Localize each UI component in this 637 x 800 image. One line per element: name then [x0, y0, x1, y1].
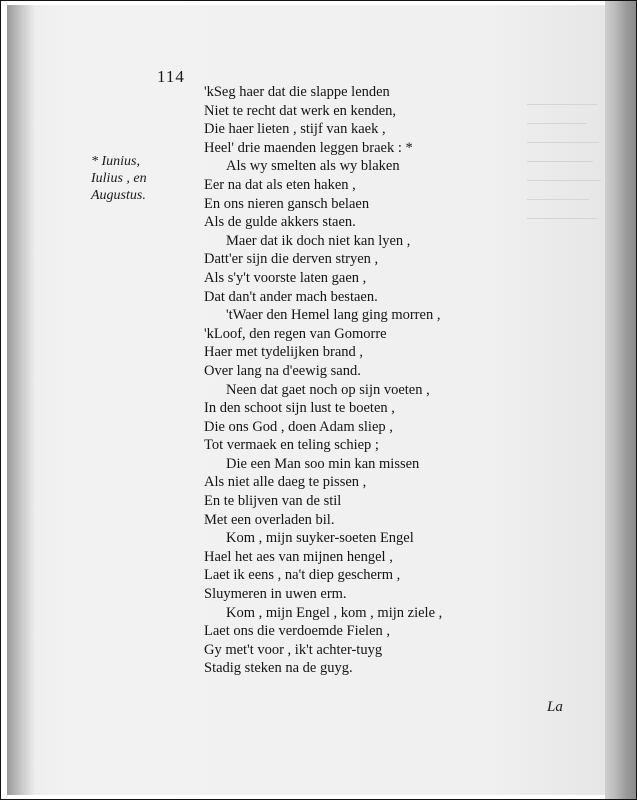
- poem-line: Als niet alle daeg te pissen ,: [204, 474, 367, 491]
- poem-line: Eer na dat als eten haken ,: [204, 176, 356, 193]
- poem-line: Als s'y't voorste laten gaen ,: [204, 269, 367, 286]
- poem-line: Die een Man soo min kan missen: [226, 455, 420, 472]
- poem-line: En ons nieren gansch belaen: [204, 195, 370, 212]
- poem-line: Niet te recht dat werk en kenden,: [204, 102, 397, 119]
- poem-line: Datt'er sijn die derven stryen ,: [204, 251, 379, 268]
- poem-line: 'kLoof, den regen van Gomorre: [204, 325, 387, 342]
- poem-line: Maer dat ik doch niet kan lyen ,: [226, 232, 411, 249]
- poem-line: Heel' drie maenden leggen braek : *: [204, 139, 413, 156]
- poem-line: Haer met tydelijken brand ,: [204, 344, 364, 361]
- poem-line: Die haer lieten , stijf van kaek ,: [204, 121, 386, 138]
- poem-line: Gy met't voor , ik't achter-tuyg: [204, 641, 383, 658]
- poem-line: Neen dat gaet noch op sijn voeten ,: [226, 381, 430, 398]
- poem-line: 'kSeg haer dat die slappe lenden: [204, 84, 390, 100]
- poem-line: Als de gulde akkers staen.: [204, 214, 356, 231]
- book-page: [7, 5, 607, 795]
- poem-line: Als wy smelten als wy blaken: [226, 158, 400, 175]
- margin-note-line: * Iunius,: [91, 154, 140, 169]
- poem-line: Kom , mijn Engel , kom , mijn ziele ,: [226, 604, 443, 621]
- margin-note-line: Iulius , en: [91, 171, 147, 186]
- page-edge-shadow: [605, 1, 636, 800]
- catchword: La: [547, 699, 563, 715]
- poem-line: Laet ons die verdoemde Fielen ,: [204, 623, 391, 640]
- show-through-texture: [527, 95, 607, 219]
- poem-line: Over lang na d'eewig sand.: [204, 362, 361, 379]
- poem-line: Die ons God , doen Adam sliep ,: [204, 418, 393, 435]
- poem-line: Stadig steken na de guyg.: [204, 660, 353, 677]
- poem-line: 'tWaer den Hemel lang ging morren ,: [226, 307, 441, 324]
- poem-line: Tot vermaek en teling schiep ;: [204, 437, 379, 454]
- poem-line: Laet ik eens , na't diep gescherm ,: [204, 567, 401, 584]
- poem-line: In den schoot sijn lust te boeten ,: [204, 400, 395, 417]
- poem-line: Sluymeren in uwen erm.: [204, 586, 347, 603]
- page-number: 114: [157, 67, 185, 86]
- poem-line: Dat dan't ander mach bestaen.: [204, 288, 378, 305]
- poem-line: Met een overladen bil.: [204, 511, 335, 528]
- margin-note: [91, 153, 171, 204]
- poem-line: En te blijven van de stil: [204, 493, 342, 510]
- page-gutter-shadow: [7, 5, 35, 795]
- margin-note-line: Augustus.: [91, 188, 146, 203]
- poem-line: Hael het aes van mijnen hengel ,: [204, 548, 393, 565]
- poem-text: [204, 83, 442, 678]
- poem-line: Kom , mijn suyker-soeten Engel: [226, 530, 414, 547]
